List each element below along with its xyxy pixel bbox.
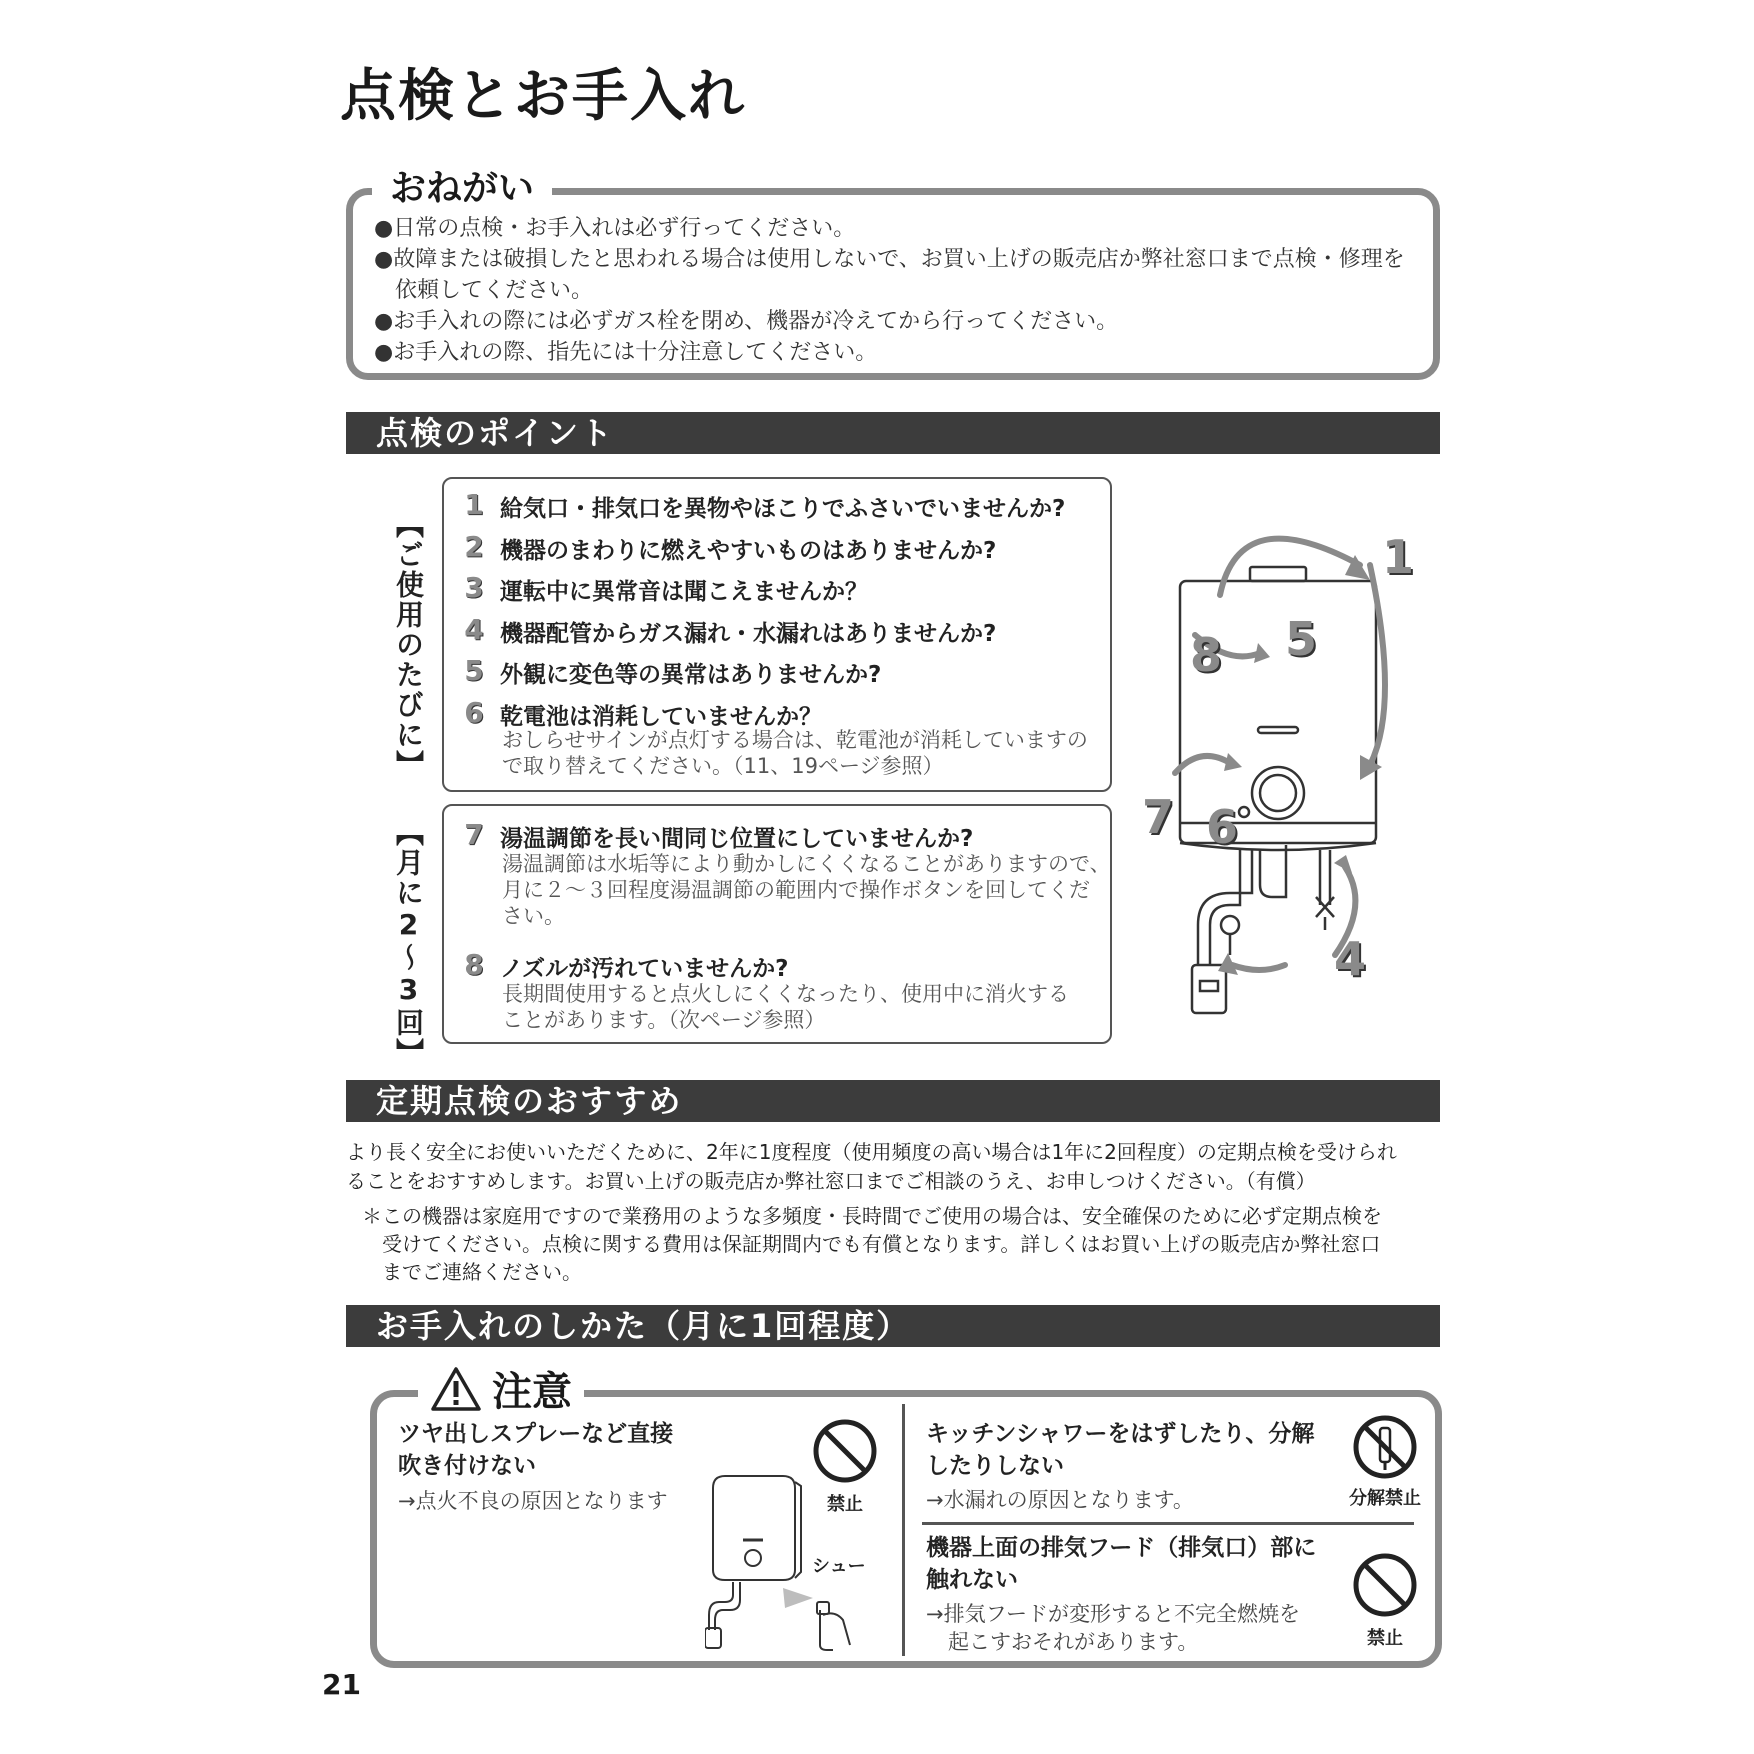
diagram-label-4: 4	[1334, 932, 1367, 986]
page-number: 21	[322, 1668, 361, 1701]
checkpoint-detail: で取り替えてください。（11、19ページ参照）	[502, 754, 944, 778]
section-heading-periodic: 定期点検のおすすめ	[346, 1080, 1440, 1122]
caution-left-sub: →点火不良の原因となります	[398, 1489, 668, 1513]
section-heading-checkpoints: 点検のポイント	[346, 412, 1440, 454]
shower-nozzle	[1192, 965, 1226, 1013]
request-line-4: ●お手入れの際には必ずガス栓を閉め、機器が冷えてから行ってください。	[374, 309, 1119, 334]
request-line-5: ●お手入れの際、指先には十分注意してください。	[374, 340, 878, 365]
request-label: おねがい	[372, 160, 552, 211]
caution-left-heading: ツヤ出しスプレーなど直接	[398, 1421, 674, 1447]
monthly-label: 【月に2〜3回】	[392, 818, 425, 1068]
periodic-note-2: 受けてください。点検に関する費用は保証期間内でも有償となります。詳しくはお買い上げの販売店か弊社窓口	[382, 1232, 1381, 1256]
checkpoint-question: 給気口・排気口を異物やほこりでふさいでいませんか?	[500, 496, 1066, 522]
checkpoint-detail: おしらせサインが点灯する場合は、乾電池が消耗していますの	[502, 728, 1088, 752]
diagram-label-5: 5	[1285, 612, 1318, 666]
caution-left-heading: 吹き付けない	[398, 1453, 536, 1479]
diagram-label-6: 6	[1206, 800, 1239, 854]
item-number: 3	[464, 571, 484, 604]
caution-text: 注意	[492, 1369, 572, 1415]
caution-divider-horizontal	[922, 1522, 1414, 1525]
checkpoint-question: 外観に変色等の異常はありませんか?	[500, 662, 882, 688]
caution-divider-vertical	[902, 1404, 905, 1656]
checkpoint-detail: 湯温調節は水垢等により動かしにくくなることがありますので、	[502, 852, 1111, 876]
item-number: 4	[464, 613, 484, 646]
page-title: 点検とお手入れ	[340, 64, 746, 129]
indicator-sign	[1258, 727, 1298, 733]
no-disassembly-label: 分解禁止	[1349, 1488, 1421, 1509]
checkpoint-detail: さい。	[502, 904, 565, 928]
checkpoint-question: ノズルが汚れていませんか?	[500, 956, 789, 982]
periodic-note-1: ＊この機器は家庭用ですので業務用のような多頻度・長時間でご使用の場合は、安全確保のために必ず定期点検を	[362, 1204, 1382, 1228]
caution-right-top-heading: キッチンシャワーをはずしたり、分解	[926, 1421, 1315, 1447]
item-number: 1	[464, 488, 484, 521]
periodic-paragraph-2: ることをおすすめします。お買い上げの販売店か弊社窓口までご相談のうえ、お申しつけください。（有償）	[346, 1169, 1316, 1193]
caution-right-bottom-heading: 触れない	[926, 1567, 1018, 1593]
caution-right-bottom-heading: 機器上面の排気フード（排気口）部に	[926, 1535, 1317, 1561]
prohibited-label: 禁止	[827, 1494, 863, 1515]
spray-sound-label: シュー	[812, 1556, 866, 1577]
caution-right-bottom-sub: 起こすおそれがあります。	[948, 1630, 1199, 1654]
prohibited-label: 禁止	[1367, 1628, 1403, 1649]
section-heading-care: お手入れのしかた（月に1回程度）	[346, 1305, 1440, 1347]
diagram-label-7: 7	[1142, 790, 1175, 844]
item-number: 7	[464, 818, 484, 851]
item-number: 8	[464, 948, 484, 981]
checkpoint-question: 運転中に異常音は聞こえませんか？	[500, 579, 868, 605]
request-line-3: 依頼してください。	[395, 278, 594, 303]
checkpoint-question: 機器のまわりに燃えやすいものはありませんか?	[500, 538, 997, 564]
checkpoint-detail: ことがあります。（次ページ参照）	[502, 1008, 826, 1032]
prohibited-icon	[1352, 1552, 1418, 1618]
caution-label	[418, 1360, 584, 1417]
item-number: 6	[464, 696, 484, 729]
item-number: 2	[464, 530, 484, 563]
warning-triangle-icon	[430, 1366, 482, 1412]
caution-right-top-sub: →水漏れの原因となります。	[926, 1488, 1194, 1512]
checkpoint-question: 湯温調節を長い間同じ位置にしていませんか?	[500, 826, 974, 852]
exhaust-hood	[1250, 567, 1306, 581]
diagram-label-8: 8	[1190, 628, 1223, 682]
request-line-1: ●日常の点検・お手入れは必ず行ってください。	[374, 216, 856, 241]
every-use-label: 【ご使用のたびに】	[392, 510, 425, 780]
checkpoint-question: 乾電池は消耗していませんか？	[500, 704, 822, 730]
item-number: 5	[464, 654, 484, 687]
request-line-2: ●故障または破損したと思われる場合は使用しないで、お買い上げの販売店か弊社窓口まで点検・修理を	[374, 247, 1405, 272]
no-disassembly-icon	[1352, 1414, 1418, 1480]
checkpoint-detail: 月に２〜３回程度湯温調節の範囲内で操作ボタンを回してくだ	[502, 878, 1090, 902]
checkpoint-question: 機器配管からガス漏れ・水漏れはありませんか?	[500, 621, 997, 647]
checkpoint-detail: 長期間使用すると点火しにくくなったり、使用中に消火する	[502, 982, 1069, 1006]
periodic-note-3: までご連絡ください。	[382, 1260, 582, 1284]
periodic-paragraph-1: より長く安全にお使いいただくために、2年に1度程度（使用頻度の高い場合は1年に2回程度）の定期点検を受けられ	[346, 1140, 1397, 1164]
diagram-label-1: 1	[1382, 530, 1415, 584]
caution-right-top-heading: したりしない	[926, 1453, 1064, 1479]
caution-right-bottom-sub: →排気フードが変形すると不完全燃焼を	[926, 1602, 1300, 1626]
